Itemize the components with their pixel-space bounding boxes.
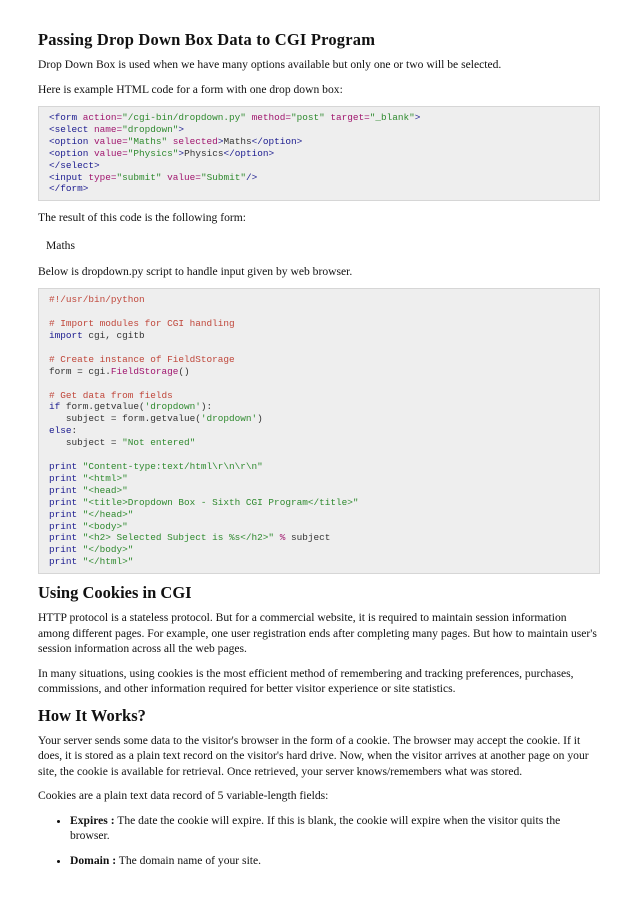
code-line: </form> <box>49 183 89 195</box>
code-line: print "<head>" <box>49 484 128 496</box>
code-line: print "</head>" <box>49 508 134 520</box>
code-line: subject = form.getvalue('dropdown') <box>49 413 263 425</box>
paragraph-form-result: The result of this code is the following form: <box>38 211 247 225</box>
code-line: print "</body>" <box>49 544 134 556</box>
list-item <box>70 853 600 869</box>
code-line: print "<title>Dropdown Box - Sixth CGI Program</title>" <box>49 496 359 508</box>
code-line: # Import modules for CGI handling <box>49 318 235 330</box>
code-line: # Create instance of FieldStorage <box>49 353 235 365</box>
cookie-fields-list <box>38 813 600 869</box>
code-line: print "<body>" <box>49 520 128 532</box>
code-line: form = cgi.FieldStorage() <box>49 365 190 377</box>
bullet-text: The date the cookie will expire. If this is blank, the cookie will expire when the visitor quits the browser. <box>70 813 561 843</box>
demo-dropdown-form[interactable] <box>38 235 600 257</box>
bullet-term: Expires : <box>70 813 115 827</box>
code-line: print "Content-type:text/html\r\n\r\n" <box>49 460 263 472</box>
code-line: <select name="dropdown"> <box>49 123 185 135</box>
bullet-text: The domain name of your site. <box>116 853 262 867</box>
list-item <box>70 813 600 844</box>
code-block-html-form <box>38 106 600 201</box>
code-line: <input type="submit" value="Submit"/> <box>49 171 258 183</box>
code-line <box>49 306 589 318</box>
paragraph-html-example: Here is example HTML code for a form with one drop down box: <box>38 82 343 96</box>
bullet-term: Domain : <box>70 853 117 867</box>
code-line <box>49 342 589 354</box>
code-line: # Get data from fields <box>49 389 173 401</box>
code-line <box>49 449 589 461</box>
code-line: subject = "Not entered" <box>49 437 196 449</box>
code-line: </select> <box>49 159 100 171</box>
section-title-cookies: Using Cookies in CGI <box>38 583 192 603</box>
code-line <box>49 378 589 390</box>
code-line: print "<h2> Selected Subject is %s</h2>" % subject <box>49 532 331 544</box>
code-line: <form action="/cgi-bin/dropdown.py" method="post" target="_blank"> <box>49 112 421 123</box>
dropdown-selected-value[interactable]: Maths <box>46 238 75 252</box>
section-title-how-it-works: How It Works? <box>38 705 146 725</box>
code-line: print "<html>" <box>49 472 128 484</box>
section-title-dropdown: Passing Drop Down Box Data to CGI Program <box>38 30 376 49</box>
paragraph-how-it-works: Your server sends some data to the visitor's browser in the form of a cookie. The browser may accept the cookie. If it does, it is stored as a plain text record on the visitor's hard drive. Now, when the visitor arrives at another page on your site, the cookie is available for retrieval. Once retrieved, your server knows/remembers what was stored. <box>38 733 589 778</box>
code-line: import cgi, cgitb <box>49 330 145 342</box>
paragraph-dropdown-intro: Drop Down Box is used when we have many options available but only one or two will be selected. <box>38 58 502 71</box>
code-line: <option value="Maths" selected>Maths</option> <box>49 135 303 147</box>
paragraph-script-intro: Below is dropdown.py script to handle input given by web browser. <box>38 264 353 278</box>
code-block-python-script <box>38 288 600 574</box>
paragraph-cookies-efficient: In many situations, using cookies is the most efficient method of remembering and tracking preferences, purchases, commissions, and other information required for better visitor experience or site statistics. <box>38 666 574 696</box>
code-line: else: <box>49 425 78 437</box>
code-line: print "</html>" <box>49 556 134 568</box>
code-line: #!/usr/bin/python <box>49 294 145 306</box>
code-line: <option value="Physics">Physics</option> <box>49 147 275 159</box>
code-line: if form.getvalue('dropdown'): <box>49 401 213 413</box>
paragraph-http-stateless: HTTP protocol is a stateless protocol. But for a commercial website, it is required to maintain session information among different pages. For example, one user registration ends after completing many pages. But how to maintain user's session information across all the web pages. <box>38 611 597 656</box>
paragraph-cookie-fields: Cookies are a plain text data record of 5 variable-length fields: <box>38 789 329 803</box>
